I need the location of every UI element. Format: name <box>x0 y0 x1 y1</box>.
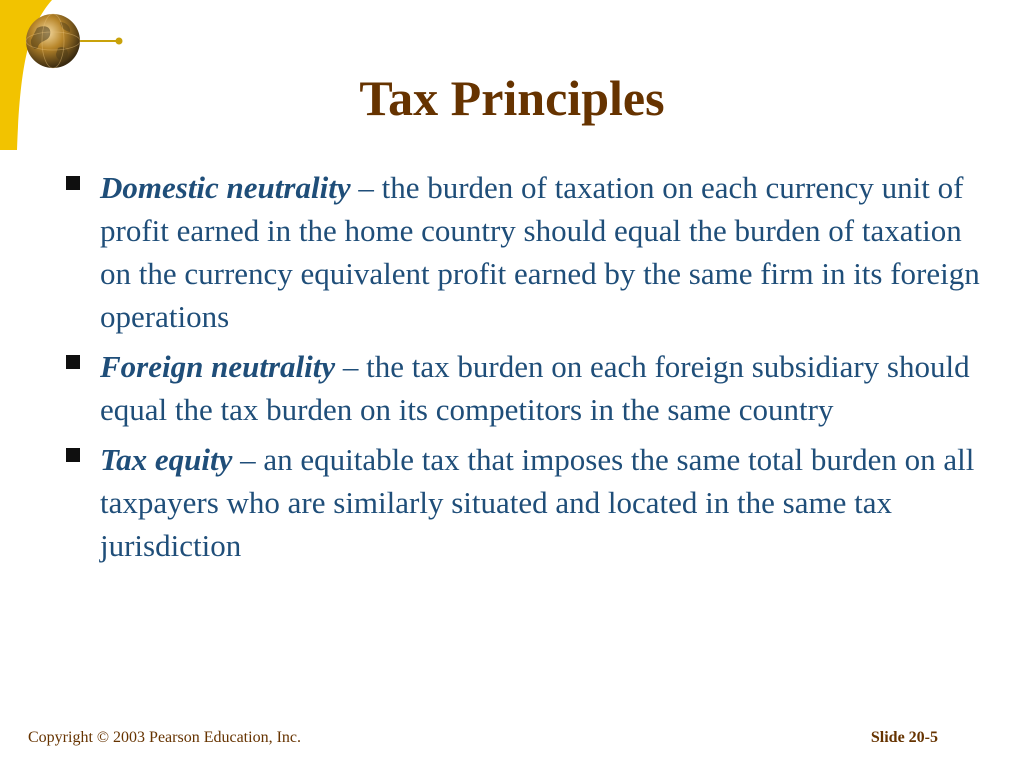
bullet-term: Foreign neutrality <box>100 349 336 384</box>
copyright-notice: Copyright © 2003 Pearson Education, Inc. <box>28 729 301 746</box>
slide-title: Tax Principles <box>359 70 665 126</box>
globe-icon <box>26 14 80 68</box>
bullet-text: – an equitable tax that imposes the same total burden on all taxpayers who are similarly situated and located in the same tax jurisdiction <box>100 442 975 563</box>
bullet-square-icon <box>66 176 80 190</box>
bullet-item-foreign-neutrality <box>100 345 980 431</box>
bullet-list <box>100 166 980 574</box>
connector-dot <box>116 38 123 45</box>
bullet-square-icon <box>66 355 80 369</box>
bullet-item-tax-equity <box>100 438 980 567</box>
bullet-term: Tax equity <box>100 442 233 477</box>
slide-number: Slide 20-5 <box>870 729 938 746</box>
bullet-text: – the tax burden on each foreign subsidiary should equal the tax burden on its competitors in the same country <box>100 349 970 427</box>
bullet-item-domestic-neutrality <box>100 166 980 338</box>
bullet-term: Domestic neutrality <box>100 170 351 205</box>
bullet-text: – the burden of taxation on each currency unit of profit earned in the home country should equal the burden of taxation on the currency equivalent profit earned by the same firm in its foreign operations <box>100 170 980 334</box>
bullet-square-icon <box>66 448 80 462</box>
